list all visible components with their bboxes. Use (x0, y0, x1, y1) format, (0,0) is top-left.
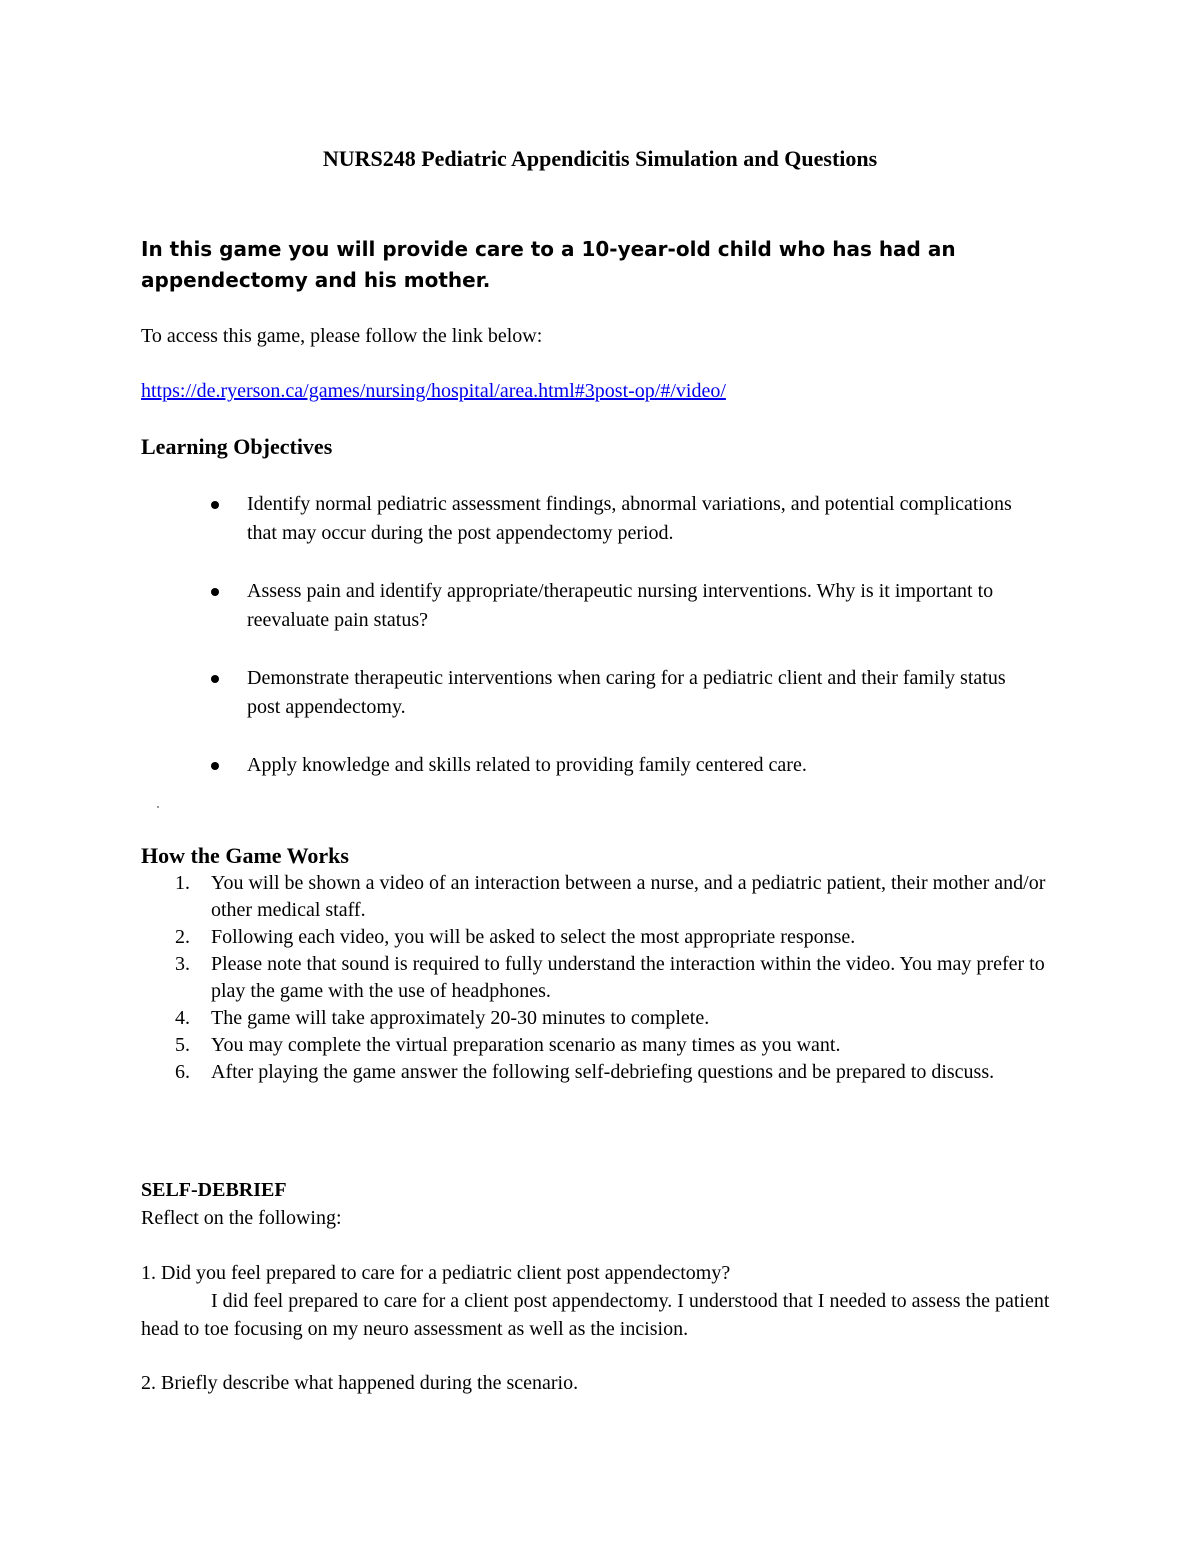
self-debrief-prompt: Reflect on the following: (141, 1207, 342, 1229)
step-number: 4. (175, 1007, 190, 1029)
bullet-icon (211, 675, 219, 683)
step-item (141, 870, 1061, 924)
learning-objectives-list (141, 490, 1041, 809)
step-text: Please note that sound is required to fully understand the interaction within the video. You may prefer to play the game with the use of headphones. (211, 953, 1045, 1002)
objective-item (141, 664, 1041, 722)
step-number: 2. (175, 926, 190, 948)
how-it-works-heading: How the Game Works (141, 843, 349, 868)
step-item (141, 924, 1061, 951)
bullet-icon (211, 588, 219, 596)
step-item (141, 1059, 1061, 1086)
step-number: 3. (175, 953, 190, 975)
step-number: 5. (175, 1034, 190, 1056)
step-text: The game will take approximately 20-30 minutes to complete. (211, 1007, 710, 1029)
step-text: After playing the game answer the following self-debriefing questions and be prepared to discuss. (211, 1061, 995, 1083)
access-instructions: To access this game, please follow the link below: (141, 325, 543, 347)
step-item (141, 1005, 1061, 1032)
self-debrief-heading: SELF-DEBRIEF (141, 1179, 287, 1201)
document-title: NURS248 Pediatric Appendicitis Simulation and Questions (322, 146, 878, 171)
step-number: 1. (175, 872, 190, 894)
bullet-icon (211, 762, 219, 770)
objective-text: Demonstrate therapeutic interventions when caring for a pediatric client and their family status post appendectomy. (247, 667, 1006, 718)
intro-text: In this game you will provide care to a 10-year-old child who has had an appendectomy and his mother. (141, 237, 956, 292)
bullet-icon (211, 501, 219, 509)
objective-text: Assess pain and identify appropriate/therapeutic nursing interventions. Why is it important to reevaluate pain status? (247, 580, 994, 631)
step-text: Following each video, you will be asked to select the most appropriate response. (211, 926, 856, 948)
game-link[interactable]: https://de.ryerson.ca/games/nursing/hospital/area.html#3post-op/#/video/ (141, 380, 726, 402)
objective-text: Identify normal pediatric assessment findings, abnormal variations, and potential complications that may occur during the post appendectomy period. (247, 493, 1012, 544)
how-it-works-list (141, 870, 1061, 1086)
step-text: You may complete the virtual preparation scenario as many times as you want. (211, 1034, 841, 1056)
step-item (141, 1032, 1061, 1059)
objective-item (141, 751, 1041, 780)
objective-item (141, 490, 1041, 548)
question-2: 2. Briefly describe what happened during the scenario. (141, 1372, 579, 1394)
stray-mark (157, 806, 159, 808)
step-text: You will be shown a video of an interaction between a nurse, and a pediatric patient, their mother and/or other medical staff. (211, 872, 1046, 921)
step-number: 6. (175, 1061, 190, 1083)
objective-text: Apply knowledge and skills related to providing family centered care. (247, 754, 807, 776)
learning-objectives-heading: Learning Objectives (141, 434, 333, 459)
objective-item (141, 577, 1041, 635)
answer-1: I did feel prepared to care for a client post appendectomy. I understood that I needed to assess the patient head to toe focusing on my neuro assessment as well as the incision. (141, 1290, 1050, 1340)
question-1: 1. Did you feel prepared to care for a pediatric client post appendectomy? (141, 1262, 731, 1284)
step-item (141, 951, 1061, 1005)
